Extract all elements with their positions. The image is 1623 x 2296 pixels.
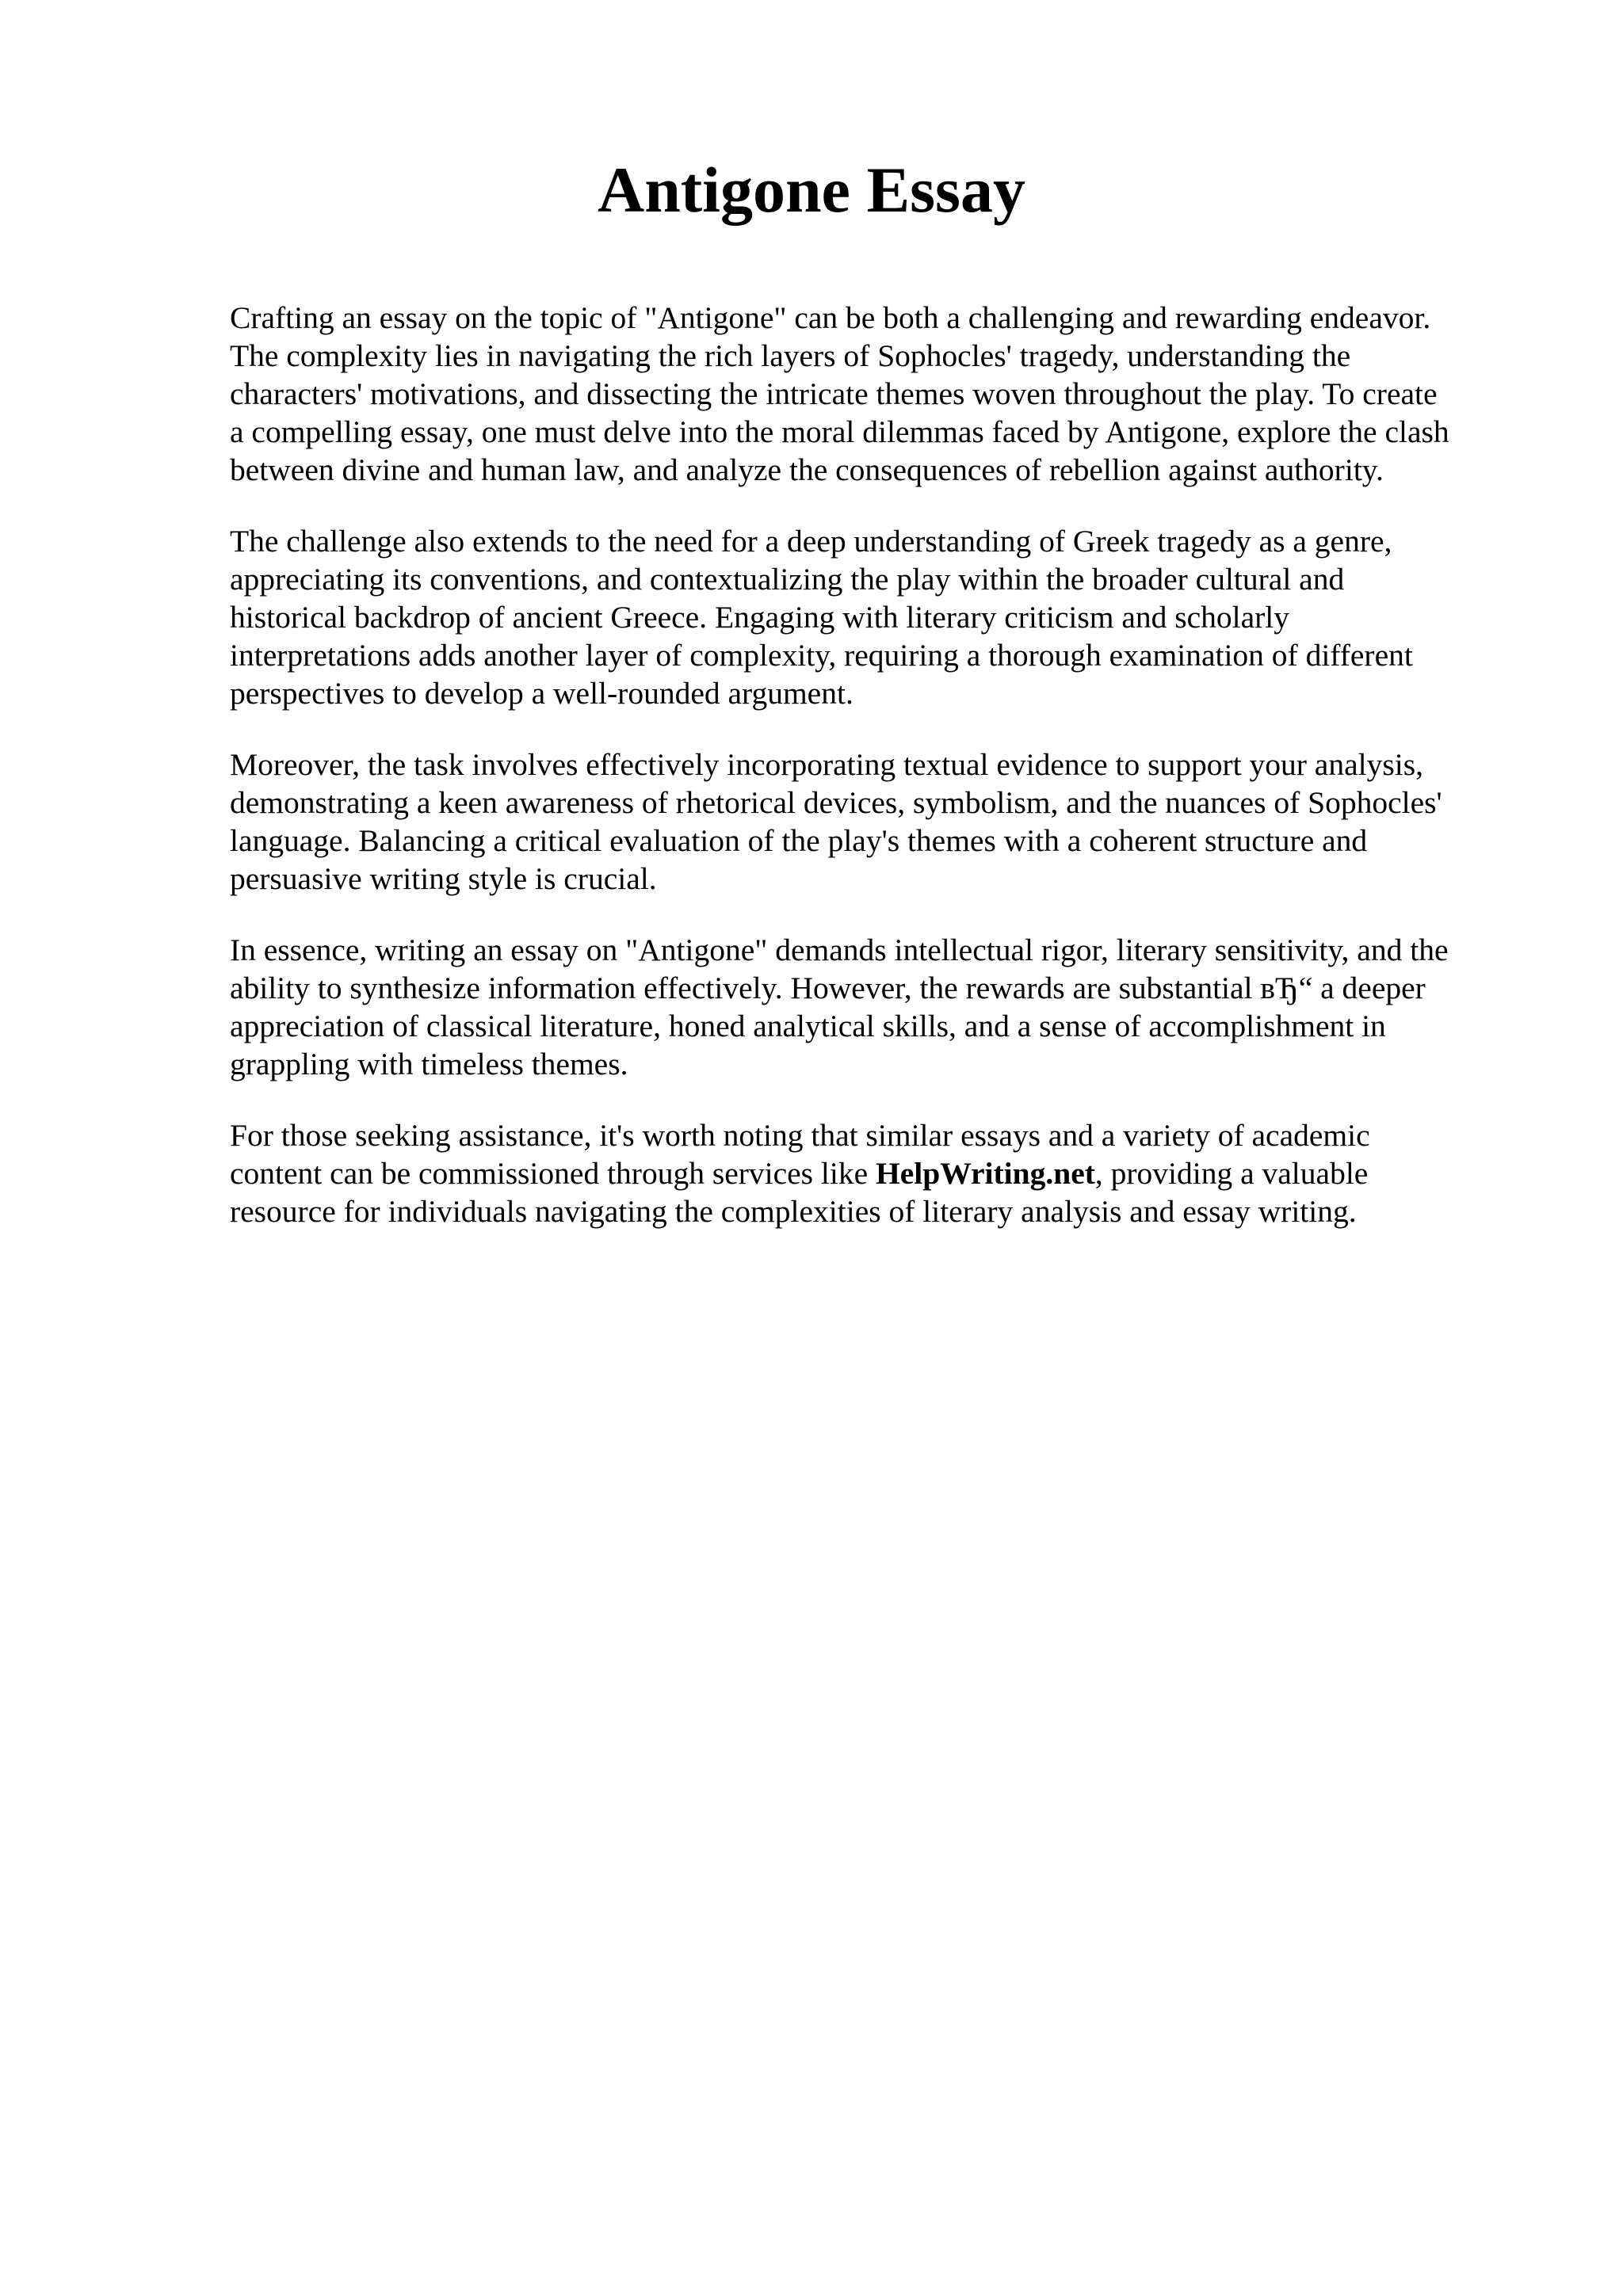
paragraph-4 (230, 931, 1522, 1083)
page-title: Antigone Essay (598, 154, 1025, 226)
text-line (230, 1154, 1522, 1192)
text-line: appreciating its conventions, and contextualizing the play within the broader cultural and (230, 562, 1345, 597)
essay-body (230, 299, 1522, 1264)
text-line: ability to synthesize information effectively. However, the rewards are substantial вЂ“ a deeper (230, 971, 1426, 1005)
text-line: resource for individuals navigating the complexities of literary analysis and essay writing. (230, 1194, 1357, 1229)
text-line: appreciation of classical literature, honed analytical skills, and a sense of accomplishment in (230, 1009, 1386, 1043)
text-line: a compelling essay, one must delve into the moral dilemmas faced by Antigone, explore the clash (230, 414, 1449, 449)
text-line: demonstrating a keen awareness of rhetorical devices, symbolism, and the nuances of Sophocles' (230, 785, 1442, 820)
text-line: Crafting an essay on the topic of "Antigone" can be both a challenging and rewarding endeavor. (230, 300, 1431, 335)
text-line: grappling with timeless themes. (230, 1047, 628, 1081)
text-line: language. Balancing a critical evaluation of the play's themes with a coherent structure and (230, 823, 1368, 858)
helpwriting-link-text: HelpWriting.net (876, 1156, 1095, 1191)
paragraph-3 (230, 746, 1522, 898)
paragraph-2 (230, 522, 1522, 712)
paragraph-5 (230, 1116, 1522, 1230)
text-line: historical backdrop of ancient Greece. Engaging with literary criticism and scholarly (230, 600, 1290, 635)
text-line: persuasive writing style is crucial. (230, 861, 657, 896)
text-segment: content can be commissioned through services like (230, 1156, 876, 1191)
paragraph-1 (230, 299, 1522, 489)
text-line: perspectives to develop a well-rounded argument. (230, 676, 854, 711)
text-line: For those seeking assistance, it's worth noting that similar essays and a variety of academic (230, 1118, 1370, 1153)
text-line: The complexity lies in navigating the rich layers of Sophocles' tragedy, understanding the (230, 338, 1351, 373)
text-line: In essence, writing an essay on "Antigone" demands intellectual rigor, literary sensitivity, and the (230, 933, 1449, 967)
text-line: between divine and human law, and analyze the consequences of rebellion against authority. (230, 452, 1384, 487)
text-line: Moreover, the task involves effectively incorporating textual evidence to support your analysis, (230, 747, 1423, 782)
text-line: interpretations adds another layer of complexity, requiring a thorough examination of different (230, 638, 1413, 673)
text-line: characters' motivations, and dissecting the intricate themes woven throughout the play. To create (230, 376, 1438, 411)
text-segment: , providing a valuable (1094, 1156, 1369, 1191)
text-line: The challenge also extends to the need for a deep understanding of Greek tragedy as a genre, (230, 524, 1392, 559)
